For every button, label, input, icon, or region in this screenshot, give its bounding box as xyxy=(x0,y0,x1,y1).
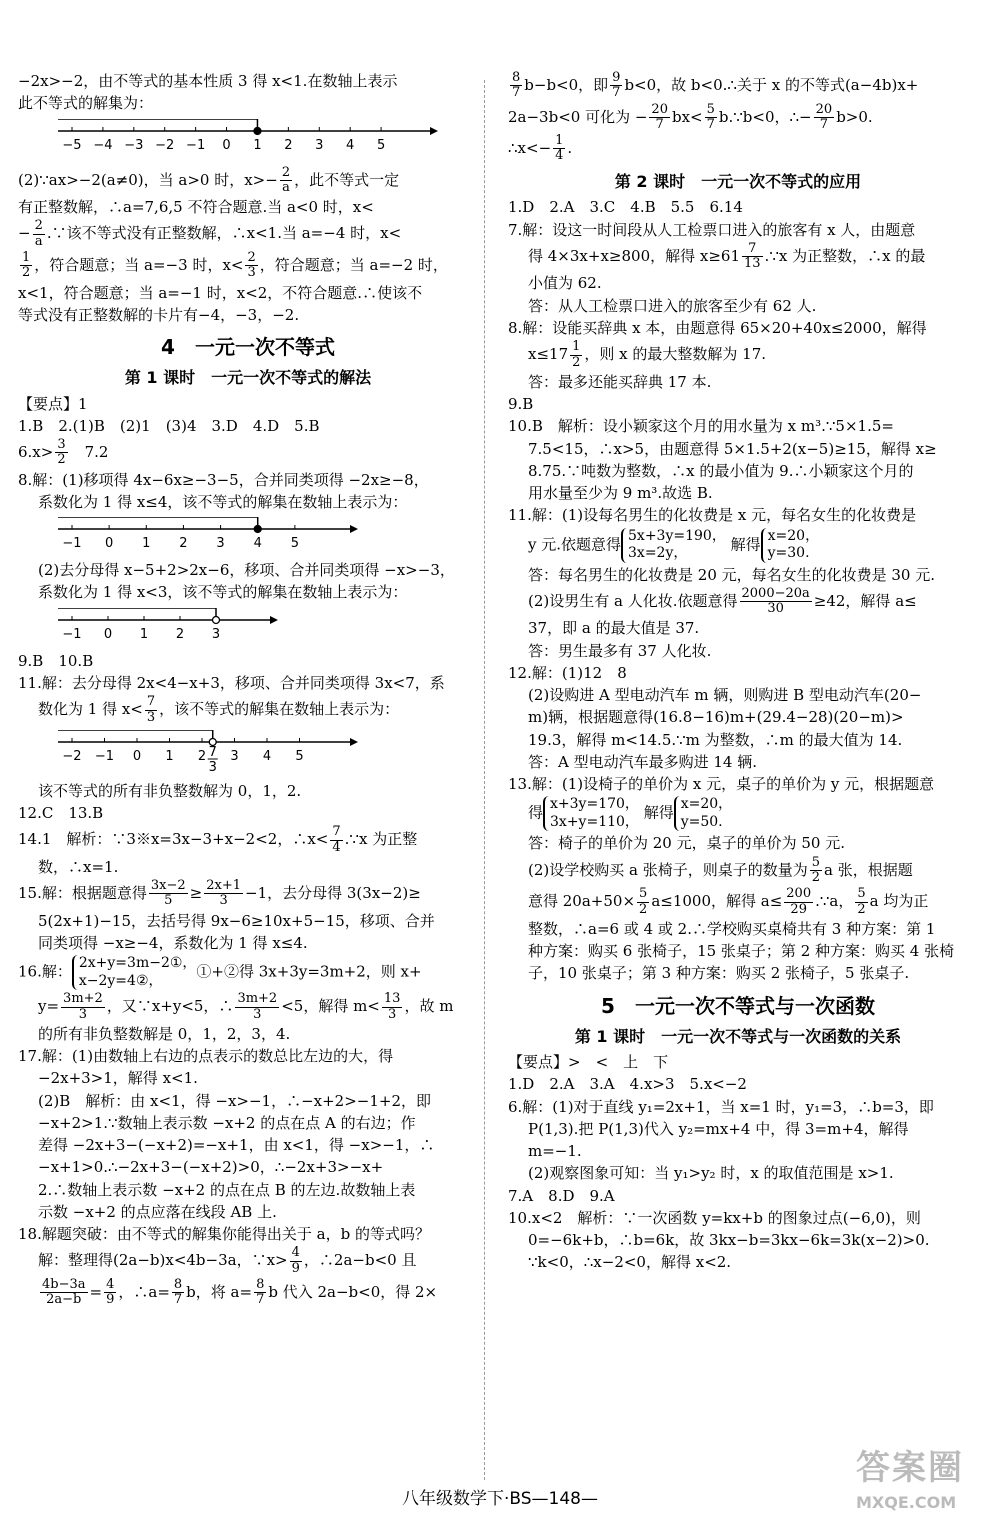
tick-label: 3 xyxy=(230,748,239,764)
fraction: $\frac{20}{7}$ xyxy=(651,101,668,132)
text-line: 8.解：(1)移项得 4x−6x≥−3−5，合并同类项得 −2x≥−8， xyxy=(18,470,429,489)
text-line: (2)设男生有 a 人化妆.依题意得 $\frac{2000-20a}{30}$ ≥42，解得 a≤ xyxy=(528,585,917,617)
text-line: $\frac{1}{2}$ ，符合题意；当 a=−3 时，x< $\frac{2}{3}$ ，符合题意；当 a=−2 时， xyxy=(22,249,448,281)
text-line: y 元.依题意得 5x+3y=190， 3x=2y， 解得 x=20， y=30. xyxy=(528,527,820,562)
text-line: (2)B 解析：由 x<1，得 −x>−1，∴−x+2>−1+2，即 xyxy=(38,1091,432,1110)
fraction: $\frac{5}{7}$ xyxy=(706,101,715,132)
tick-label: 2 xyxy=(179,536,188,552)
text-line: 7.5<15，∴x>5，由题意得 5×1.5+2(x−5)≥15，解得 x≥ xyxy=(528,439,937,458)
text-line: 5(2x+1)−15，去括号得 9x−6≥10x+5−15，移项、合并 xyxy=(38,911,435,930)
text-line: 解：整理得(2a−b)x<4b−3a，∵x> $\frac{4}{9}$ ，∴2a−b<0 且 xyxy=(38,1245,417,1276)
fraction: $\frac{8}{7}$ xyxy=(173,1276,183,1308)
text-line: 16.解： 2x+y=3m−2①， x−2y=4②， ①+②得 3x+3y=3m+2，则 x+ xyxy=(18,955,422,989)
text-line: 11.解：去分母得 2x<4−x+3，移项、合并同类项得 3x<7，系 xyxy=(18,673,445,692)
tick-label: −5 xyxy=(62,137,82,153)
fraction: $\frac{7}{13}$ xyxy=(744,240,761,272)
number-line xyxy=(58,608,278,644)
text-line: 17.解：(1)由数轴上右边的点表示的数总比左边的大，得 xyxy=(18,1047,394,1066)
solution-ray xyxy=(58,608,216,620)
text-line: 同类项得 −x≥−4，系数化为 1 得 x≤4. xyxy=(38,934,308,952)
text-line: 1.D 2.A 3.A 4.x>3 5.x<−2 xyxy=(508,1075,747,1094)
fraction: $\frac{4b-3a}{2a-b}$ xyxy=(42,1276,86,1308)
text-line: −x+1>0.∴−2x+3−(−x+2)>0，∴−2x+3>−x+ xyxy=(38,1158,384,1177)
text-line: 用水量至少为 9 m³.故选 B. xyxy=(528,484,713,503)
text-line: 答：每名男生的化妆费是 20 元，每名女生的化妆费是 30 元. xyxy=(528,565,936,584)
tick-label: 0 xyxy=(105,536,114,552)
fraction: $\frac{7}{3}$ xyxy=(146,694,156,725)
fraction: $\frac{8}{7}$ xyxy=(256,1276,265,1308)
equation-system: x=20， y=50. xyxy=(674,796,732,831)
tick-label: 5 xyxy=(295,748,304,764)
axis-arrow xyxy=(350,738,358,746)
equation-system: 2x+y=3m−2①， x−2y=4②， xyxy=(72,955,197,990)
text-line: 子，10 张桌子；第 3 种方案：购买 2 张椅子，5 张桌子. xyxy=(528,964,910,983)
text-line: 【要点】> < 上 下 xyxy=(508,1053,669,1072)
left-column xyxy=(18,70,478,1309)
fraction: $\frac{5}{2}$ xyxy=(857,886,866,917)
text-line: 9.B xyxy=(508,395,534,414)
fraction: $\frac{5}{2}$ xyxy=(811,854,821,885)
text-line: 1.B 2.(1)B (2)1 (3)4 3.D 4.D 5.B xyxy=(18,416,320,435)
equation-system: x+3y=170， 3x+y=110， xyxy=(543,796,639,831)
text-line: 【要点】1 xyxy=(18,394,88,413)
text-line: − $\frac{2}{a}$ .∵该不等式没有正整数解，∴x<1.当 a=−4 时，x< xyxy=(18,218,402,249)
text-line: 有正整数解，∴a=7,6,5 不符合题意.当 a<0 时，x< xyxy=(18,198,374,217)
tick-label: 0 xyxy=(222,137,231,153)
text-line: −2x+3>1，解得 x<1. xyxy=(38,1069,198,1088)
fraction: $\frac{200}{29}$ xyxy=(786,886,812,917)
text-line: 意得 20a+50× $\frac{5}{2}$ a≤1000，解得 a≤ $\frac{200}{29}$ .∵a， $\frac{5}{2}$ a 均为正 xyxy=(528,886,929,917)
text-line: −x+2>1.∵数轴上表示数 −x+2 的点在点 A 的右边；作 xyxy=(38,1113,416,1132)
text-line: $\frac{8}{7}$ b−b<0，即 $\frac{9}{7}$ b<0，故 b<0.∴关于 x 的不等式(a−4b)x+ xyxy=(512,70,919,101)
fraction: $\frac{3x-2}{5}$ xyxy=(150,878,186,909)
section-title: 5 一元一次不等式与一次函数 xyxy=(601,993,875,1018)
text-line: 13.解：(1)设椅子的单价为 x 元，桌子的单价为 y 元，根据题意 xyxy=(508,775,935,794)
fraction: $\frac{2}{3}$ xyxy=(247,249,256,281)
lesson-title: 第 1 课时 一元一次不等式与一次函数的关系 xyxy=(574,1026,902,1046)
number-line xyxy=(58,517,358,553)
tick-label: 1 xyxy=(139,626,149,642)
fraction: $\frac{2}{a}$ xyxy=(34,218,43,249)
tick-label: 4 xyxy=(346,137,355,153)
text-line: 系数化为 1 得 x<3，该不等式的解集在数轴上表示为： xyxy=(38,583,408,602)
text-line: ∵k<0，∴x−2<0，解得 x<2. xyxy=(528,1253,732,1272)
tick-label: 2 xyxy=(197,748,207,764)
tick-label: 1 xyxy=(142,536,151,552)
text-line: 种方案：购买 6 张椅子，15 张桌子；第 2 种方案：购买 4 张椅 xyxy=(528,942,955,961)
tick-label: −2 xyxy=(62,748,82,764)
watermark-logo xyxy=(856,1446,986,1516)
text-line: 8.75.∵吨数为整数，∴x 的最小值为 9.∴小颖家这个月的 xyxy=(528,461,914,480)
text-line: 数化为 1 得 x< $\frac{7}{3}$ ，该不等式的解集在数轴上表示为： xyxy=(38,694,400,725)
equation-system: x=20， y=30. xyxy=(761,528,819,563)
text-line: 10.B 解析：设小颖家这个月的用水量为 x m³.∵5×1.5= xyxy=(508,417,894,436)
fraction: $\frac{1}{4}$ xyxy=(555,133,564,164)
text-line: $\frac{4b-3a}{2a-b}$ = $\frac{4}{9}$ ，∴a= $\frac{8}{7}$ b，将 a= $\frac{8}{7}$ b 代入 2a−b<0，得 2× xyxy=(42,1276,438,1308)
text-line: 示数 −x+2 的点应落在线段 AB 上. xyxy=(38,1202,277,1221)
fraction: $\frac{3m+2}{3}$ xyxy=(237,991,278,1022)
text-line: (2)设学校购买 a 张椅子，则桌子的数量为 $\frac{5}{2}$ a 张，根据题 xyxy=(528,854,913,885)
text-line: 整数，∴a=6 或 4 或 2.∴学校购买桌椅共有 3 种方案：第 1 xyxy=(528,919,936,938)
open-endpoint xyxy=(213,616,220,623)
tick-label: 1 xyxy=(165,748,174,764)
fraction: $\frac{5}{2}$ xyxy=(639,886,648,917)
text-line: 8.解：设能买辞典 x 本，由题意得 65×20+40x≤2000，解得 xyxy=(508,318,927,337)
text-line: 此不等式的解集为： xyxy=(18,94,154,113)
text-line: 得 x+3y=170， 3x+y=110， 解得 x=20， y=50. xyxy=(528,796,733,830)
text-line: 19.3，解得 m<14.5.∵m 为整数，∴m 的最大值为 14. xyxy=(528,730,903,749)
fraction: $\frac{1}{2}$ xyxy=(572,339,581,370)
text-line: 7.A 8.D 9.A xyxy=(508,1186,615,1205)
text-line: 2.∴数轴上表示数 −x+2 的点在点 B 的左边.故数轴上表 xyxy=(38,1180,416,1199)
text-line: 0=−6k+b，∴b=6k，故 3kx−b=3kx−6k=3k(x−2)>0. xyxy=(528,1231,930,1250)
fraction: $\frac{4}{9}$ xyxy=(106,1276,115,1308)
text-line: 11.解：(1)设每名男生的化妆费是 x 元，每名女生的化妆费是 xyxy=(508,506,917,525)
text-line: (2)观察图象可知：当 y₁>y₂ 时，x 的取值范围是 x>1. xyxy=(528,1164,894,1183)
tick-label: −4 xyxy=(93,137,113,153)
text-line: 得 4×3x+x≥800，解得 x≥61 $\frac{7}{13}$ .∵x 为正整数，∴x 的最 xyxy=(528,240,926,272)
text-line: 12.解：(1)12 8 xyxy=(508,663,627,682)
fraction: $\frac{7}{4}$ xyxy=(332,824,341,855)
text-line: m)辆，根据题意得(16.8−16)m+(29.4−28)(20−m)> xyxy=(528,708,904,727)
equation-system: 5x+3y=190， 3x=2y， xyxy=(621,528,726,563)
fraction: $\frac{8}{7}$ xyxy=(512,70,521,101)
text-line: (2)∵ax>−2(a≠0)，当 a>0 时，x>− $\frac{2}{a}$ ，此不等式一定 xyxy=(18,164,400,195)
tick-label: 0 xyxy=(103,626,113,642)
text-line: 7.解：设这一时间段从人工检票口进入的旅客有 x 人，由题意 xyxy=(508,220,916,239)
text-line: 答：椅子的单价为 20 元，桌子的单价为 50 元. xyxy=(528,834,846,853)
solution-ray xyxy=(58,517,258,529)
text-line: (2)设购进 A 型电动汽车 m 辆，则购进 B 型电动汽车(20− xyxy=(528,686,922,705)
text-line: 答：最多还能买辞典 17 本. xyxy=(528,372,712,391)
right-column xyxy=(508,70,968,1274)
tick-label: 3 xyxy=(211,626,221,642)
text-line: 12.C 13.B xyxy=(18,804,104,823)
text-line: 6.解：(1)对于直线 y₁=2x+1，当 x=1 时，y₁=3，∴b=3，即 xyxy=(508,1097,934,1116)
axis-arrow xyxy=(350,525,358,533)
text-line: P(1,3).把 P(1,3)代入 y₂=mx+4 中，得 3=m+4，解得 xyxy=(528,1119,909,1138)
text-line: ∴x<− $\frac{1}{4}$ . xyxy=(508,133,573,164)
tick-label: −1 xyxy=(62,536,82,552)
watermark-text: 答案圈 xyxy=(856,1448,964,1488)
number-line xyxy=(58,119,438,159)
closed-endpoint xyxy=(254,127,261,134)
text-line: y= $\frac{3m+2}{3}$ ，又∵x+y<5，∴ $\frac{3m+2}{3}$ <5，解得 m< $\frac{13}{3}$ ，故 m xyxy=(38,991,454,1022)
text-line: x<1，符合题意；当 a=−1 时，x<2，不符合题意.∴使该不 xyxy=(18,283,423,302)
tick-label: 1 xyxy=(253,137,262,153)
lesson-title: 第 1 课时 一元一次不等式的解法 xyxy=(124,368,372,388)
fraction: $\frac{20}{7}$ xyxy=(815,101,833,132)
text-line: 37，即 a 的最大值是 37. xyxy=(528,619,700,638)
text-line: 9.B 10.B xyxy=(18,651,94,670)
solution-ray xyxy=(58,119,257,131)
fraction: $\frac{2x+1}{3}$ xyxy=(206,878,241,909)
text-line: 答：从人工检票口进入的旅客至少有 62 人. xyxy=(528,296,817,315)
axis-arrow xyxy=(270,616,278,624)
lesson-title: 第 2 课时 一元一次不等式的应用 xyxy=(614,171,862,191)
endpoint-frac-den: 3 xyxy=(208,759,217,774)
fraction: $\frac{9}{7}$ xyxy=(612,70,621,101)
tick-label: 0 xyxy=(132,748,142,764)
endpoint-frac-num: 7 xyxy=(208,744,217,760)
text-line: x≤17 $\frac{1}{2}$ ，则 x 的最大整数解为 17. xyxy=(528,339,767,370)
tick-label: 4 xyxy=(262,748,272,764)
tick-label: 3 xyxy=(315,137,324,153)
tick-label: −3 xyxy=(124,137,144,153)
text-line: 答：男生最多有 37 人化妆. xyxy=(528,641,712,660)
text-line: 的所有非负整数解是 0，1，2，3，4. xyxy=(38,1024,291,1043)
text-line: 系数化为 1 得 x≤4，该不等式的解集在数轴上表示为： xyxy=(38,492,408,511)
tick-label: 3 xyxy=(216,536,225,552)
solution-ray xyxy=(58,730,213,742)
watermark-url: MXQE.COM xyxy=(856,1492,957,1512)
text-line: 18.解题突破：由不等式的解集你能得出关于 a，b 的等式吗？ xyxy=(18,1225,430,1244)
text-line: 差得 −2x+3−(−x+2)=−x+1，由 x<1，得 −x>−1，∴ xyxy=(38,1136,435,1155)
text-line: 该不等式的所有非负整数解为 0，1，2. xyxy=(38,781,302,800)
text-line: 15.解：根据题意得 $\frac{3x-2}{5}$ ≥ $\frac{2x+1}{3}$ −1，去分母得 3(3x−2)≥ xyxy=(18,878,421,909)
tick-label: 5 xyxy=(290,536,299,552)
tick-label: 4 xyxy=(253,536,262,552)
text-line: 小值为 62. xyxy=(528,274,602,293)
axis-arrow xyxy=(430,127,438,135)
text-line: 等式没有正整数解的卡片有−4，−3，−2. xyxy=(18,305,300,324)
column-divider xyxy=(484,80,485,1480)
fraction: $\frac{2}{a}$ xyxy=(281,164,291,195)
section-title: 4 一元一次不等式 xyxy=(161,335,335,360)
text-line: 14.1 解析：∵3※x=3x−3+x−2<2，∴x< $\frac{7}{4}$ .∵x 为正整 xyxy=(18,824,418,855)
tick-label: −1 xyxy=(62,626,82,642)
text-line: (2)去分母得 x−5+2>2x−6，移项、合并同类项得 −x>−3， xyxy=(38,561,455,580)
fraction: $\frac{2000-20a}{30}$ xyxy=(741,585,810,617)
fraction: $\frac{3}{2}$ xyxy=(57,437,66,468)
fraction: $\frac{3m+2}{3}$ xyxy=(63,991,103,1022)
text-line: 10.x<2 解析：∵一次函数 y=kx+b 的图象过点(−6,0)，则 xyxy=(508,1208,921,1227)
closed-endpoint xyxy=(254,526,261,533)
page-footer: 八年级数学下·BS—148— xyxy=(401,1489,598,1509)
text-line: 1.D 2.A 3.C 4.B 5.5 6.14 xyxy=(508,198,743,217)
tick-label: 5 xyxy=(376,137,386,153)
text-line: 2a−3b<0 可化为 − $\frac{20}{7}$ bx< $\frac{5}{7}$ b.∵b<0，∴− $\frac{20}{7}$ b>0. xyxy=(508,101,873,132)
tick-label: −2 xyxy=(155,137,175,153)
text-line: 6.x> $\frac{3}{2}$ 7.2 xyxy=(18,437,109,468)
fraction: $\frac{13}{3}$ xyxy=(383,991,401,1022)
text-line: 数，∴x=1. xyxy=(38,857,119,876)
fraction: $\frac{4}{9}$ xyxy=(291,1245,300,1276)
fraction: $\frac{1}{2}$ xyxy=(22,249,31,281)
tick-label: 2 xyxy=(284,137,293,153)
tick-label: −1 xyxy=(94,748,115,764)
number-line xyxy=(58,730,358,774)
text-line: 答：A 型电动汽车最多购进 14 辆. xyxy=(528,752,757,771)
text-line: −2x>−2，由不等式的基本性质 3 得 x<1.在数轴上表示 xyxy=(18,72,398,90)
text-line: m=−1. xyxy=(528,1142,582,1161)
tick-label: −1 xyxy=(186,137,206,153)
tick-label: 2 xyxy=(175,626,185,642)
